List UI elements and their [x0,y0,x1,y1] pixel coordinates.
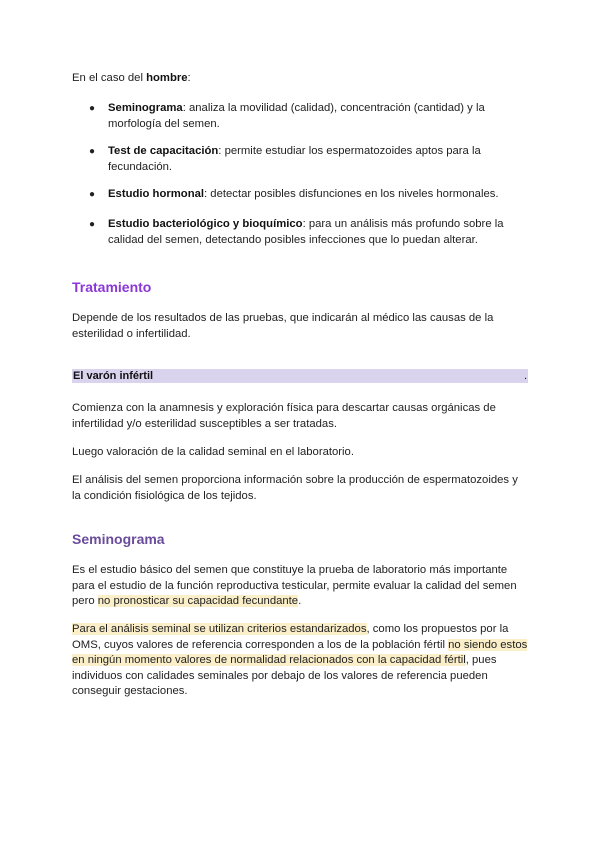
list-item-term: Seminograma [108,102,183,114]
intro-paragraph [72,71,528,87]
list-item-text: : para un análisis más profundo sobre la calidad del semen, detectando posibles infecciones que lo puedan alterar. [108,218,504,246]
seminograma-p2-text-1: , como los propuestos por la OMS, cuyos valores de referencia corresponden a los de la población fértil [72,623,509,651]
seminograma-p2-text-2: , pues individuos con calidades seminales por debajo de los valores de referencia pueden conseguir gestaciones. [72,654,497,697]
list-item-estudio-bacteriologico [72,217,528,248]
intro-before: En el caso del [72,72,147,84]
heading-tratamiento: Tratamiento [72,279,152,295]
heading-seminograma: Seminograma [72,531,165,547]
seminograma-p1-end: . [298,595,302,607]
bullet-icon: ● [89,219,96,230]
highlight-no-pronosticar: no pronosticar su capacidad fecundante [97,595,299,607]
list-item-term: Estudio bacteriológico y bioquímico [108,218,303,230]
list-item-term: Estudio hormonal [108,188,205,200]
bullet-icon: ● [89,146,96,157]
highlight-criterios: Para el análisis seminal se utilizan criterios estandarizados [72,623,367,635]
list-item-seminograma [72,101,528,132]
list-item-text: : analiza la movilidad (calidad), concentración (cantidad) y la morfología del semen. [108,102,485,130]
varon-infertil-label: El varón infértil [73,370,154,382]
highlight-no-siendo: no siendo estos en ningún momento valores de normalidad relacionados con la capacidad fértil [72,638,528,666]
varon-paragraph-anamnesis: Comienza con la anamnesis y exploración física para descartar causas orgánicas de infertilidad y/o esterilidad susceptibles a ser tratadas. [72,402,496,430]
bullet-icon: ● [89,103,96,114]
list-item-term: Test de capacitación [108,145,219,157]
seminograma-paragraph-2 [72,622,528,700]
seminograma-paragraph-1 [72,563,528,610]
intro-bold-term: hombre [146,72,188,84]
varon-paragraph-valoracion: Luego valoración de la calidad seminal en el laboratorio. [72,446,354,458]
tratamiento-paragraph: Depende de los resultados de las pruebas, que indicarán al médico las causas de la esterilidad o infertilidad. [72,312,494,340]
varon-infertil-band [72,369,528,383]
list-item-text: : permite estudiar los espermatozoides aptos para la fecundación. [108,145,481,173]
list-item-text: : detectar posibles disfunciones en los niveles hormonales. [204,188,499,200]
list-item-test-capacitacion [72,144,528,175]
list-item-estudio-hormonal [72,187,528,203]
band-end-mark: . [523,370,527,382]
tests-list [72,101,528,260]
intro-after: : [187,72,191,84]
varon-paragraph-analisis: El análisis del semen proporciona información sobre la producción de espermatozoides y la condición fisiológica de los tejidos. [72,474,518,502]
bullet-icon: ● [89,189,96,200]
seminograma-p1-text: Es el estudio básico del semen que constituye la prueba de laboratorio más importante para el estudio de la función reproductiva testicular, permite evaluar la calidad del semen pero [72,564,517,607]
